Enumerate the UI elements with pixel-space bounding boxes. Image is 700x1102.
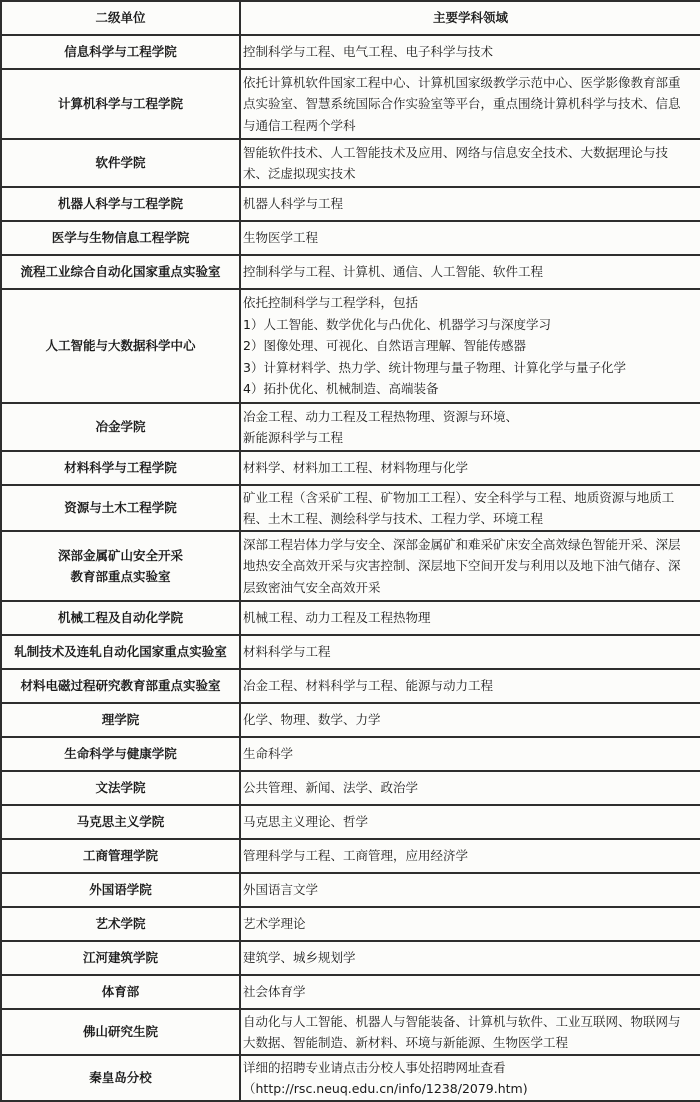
field-line: 外国语言文学 bbox=[243, 882, 319, 898]
unit-name: 人工智能与大数据科学中心 bbox=[45, 338, 196, 354]
unit-name: 信息科学与工程学院 bbox=[64, 44, 177, 60]
field-line: 自动化与人工智能、机器人与智能装备、计算机与软件、工业互联网、物联网与 bbox=[243, 1013, 681, 1029]
field-line: 详细的招聘专业请点击分校人事处招聘网址查看 bbox=[243, 1059, 506, 1075]
table-row bbox=[1, 1009, 700, 1055]
table-row bbox=[1, 403, 700, 451]
table-row bbox=[1, 771, 700, 805]
header-field: 主要学科领域 bbox=[240, 1, 700, 35]
unit-cell bbox=[1, 485, 240, 531]
table-row bbox=[1, 187, 700, 221]
unit-name: 机械工程及自动化学院 bbox=[57, 610, 183, 626]
field-cell bbox=[240, 771, 700, 805]
unit-name: 流程工业综合自动化国家重点实验室 bbox=[20, 264, 221, 280]
unit-name: 教育部重点实验室 bbox=[70, 569, 171, 584]
field-line: 控制科学与工程、计算机、通信、人工智能、软件工程 bbox=[243, 264, 544, 280]
table-row bbox=[1, 485, 700, 531]
field-line: 冶金工程、材料科学与工程、能源与动力工程 bbox=[243, 678, 494, 694]
table-row bbox=[1, 873, 700, 907]
unit-name: 马克思主义学院 bbox=[76, 814, 165, 830]
field-line: 建筑学、城乡规划学 bbox=[243, 950, 356, 966]
field-line: 深部工程岩体力学与安全、深部金属矿和难采矿床安全高效绿色智能开采、深层 bbox=[243, 536, 681, 552]
field-cell bbox=[240, 35, 700, 69]
unit-name: 佛山研究生院 bbox=[82, 1024, 158, 1040]
field-cell bbox=[240, 1009, 700, 1055]
field-line: 材料科学与工程 bbox=[243, 644, 331, 660]
table-row bbox=[1, 941, 700, 975]
unit-cell bbox=[1, 187, 240, 221]
unit-cell bbox=[1, 1055, 240, 1101]
field-line: 智能软件技术、人工智能技术及应用、网络与信息安全技术、大数据理论与技 bbox=[243, 144, 669, 160]
unit-name: 外国语学院 bbox=[89, 882, 152, 898]
table-row bbox=[1, 221, 700, 255]
field-cell bbox=[240, 139, 700, 187]
field-line: 1）人工智能、数学优化与凸优化、机器学习与深度学习 bbox=[243, 316, 551, 332]
field-cell bbox=[240, 873, 700, 907]
unit-cell bbox=[1, 139, 240, 187]
field-cell bbox=[240, 221, 700, 255]
table-row bbox=[1, 69, 700, 139]
field-line: 依托控制科学与工程学科，包括 bbox=[243, 295, 419, 311]
unit-name: 软件学院 bbox=[95, 155, 146, 171]
field-cell bbox=[240, 485, 700, 531]
field-line: 层致密油气安全高效开采 bbox=[243, 579, 381, 595]
field-line: 地热安全高效开采与灾害控制、深层地下空间开发与利用以及地下油气储存、深 bbox=[243, 558, 681, 574]
unit-name: 工商管理学院 bbox=[82, 848, 158, 864]
unit-name: 轧制技术及连轧自动化国家重点实验室 bbox=[14, 644, 227, 660]
unit-cell bbox=[1, 451, 240, 485]
field-cell bbox=[240, 531, 700, 601]
field-line: 3）计算材料学、热力学、统计物理与量子物理、计算化学与量子化学 bbox=[243, 359, 626, 375]
field-cell bbox=[240, 805, 700, 839]
unit-name: 材料电磁过程研究教育部重点实验室 bbox=[20, 678, 221, 694]
unit-cell bbox=[1, 601, 240, 635]
field-cell bbox=[240, 255, 700, 289]
field-cell bbox=[240, 69, 700, 139]
unit-cell bbox=[1, 873, 240, 907]
field-line: 公共管理、新闻、法学、政治学 bbox=[243, 780, 419, 796]
field-line: 程、土木工程、测绘科学与技术、工程力学、环境工程 bbox=[243, 511, 544, 526]
field-line: 冶金工程、动力工程及工程热物理、资源与环境、 bbox=[243, 408, 519, 424]
field-line: 控制科学与工程、电气工程、电子科学与技术 bbox=[243, 44, 494, 60]
unit-cell bbox=[1, 703, 240, 737]
unit-name: 机器人科学与工程学院 bbox=[57, 196, 183, 212]
field-cell bbox=[240, 975, 700, 1009]
unit-name: 秦皇岛分校 bbox=[89, 1070, 152, 1086]
unit-cell bbox=[1, 403, 240, 451]
field-line: 生物医学工程 bbox=[243, 230, 319, 246]
field-line: 与通信工程两个学科 bbox=[243, 117, 356, 133]
table-row bbox=[1, 669, 700, 703]
unit-cell bbox=[1, 531, 240, 601]
unit-name: 计算机科学与工程学院 bbox=[57, 96, 183, 112]
unit-cell bbox=[1, 771, 240, 805]
unit-cell bbox=[1, 975, 240, 1009]
field-cell bbox=[240, 187, 700, 221]
unit-cell bbox=[1, 907, 240, 941]
field-cell bbox=[240, 289, 700, 403]
unit-cell bbox=[1, 635, 240, 669]
field-line: 矿业工程（含采矿工程、矿物加工工程）、安全科学与工程、地质资源与地质工 bbox=[243, 489, 675, 505]
unit-cell bbox=[1, 255, 240, 289]
unit-cell bbox=[1, 839, 240, 873]
unit-cell bbox=[1, 221, 240, 255]
field-line: 生命科学 bbox=[243, 746, 294, 762]
unit-cell bbox=[1, 289, 240, 403]
table-row bbox=[1, 531, 700, 601]
field-line: 2）图像处理、可视化、自然语言理解、智能传感器 bbox=[243, 338, 526, 354]
table-row bbox=[1, 975, 700, 1009]
field-cell bbox=[240, 669, 700, 703]
unit-cell bbox=[1, 69, 240, 139]
field-line: 新能源科学与工程 bbox=[243, 430, 344, 445]
unit-name: 体育部 bbox=[101, 984, 140, 1000]
field-line: 4）拓扑优化、机械制造、高端装备 bbox=[243, 381, 439, 397]
field-line: 依托计算机软件国家工程中心、计算机国家级教学示范中心、医学影像教育部重 bbox=[243, 74, 681, 90]
unit-name: 冶金学院 bbox=[95, 419, 146, 435]
unit-name: 生命科学与健康学院 bbox=[64, 746, 177, 762]
table-row bbox=[1, 601, 700, 635]
field-line: 材料学、材料加工工程、材料物理与化学 bbox=[243, 460, 469, 476]
table-row bbox=[1, 737, 700, 771]
header-unit: 二级单位 bbox=[1, 1, 240, 35]
table-row bbox=[1, 289, 700, 403]
unit-cell bbox=[1, 805, 240, 839]
table-body bbox=[1, 35, 700, 1101]
table-row bbox=[1, 805, 700, 839]
unit-name: 理学院 bbox=[101, 712, 140, 728]
table-row bbox=[1, 635, 700, 669]
field-cell bbox=[240, 403, 700, 451]
field-line: 点实验室、智慧系统国际合作实验室等平台，重点围绕计算机科学与技术、信息 bbox=[243, 96, 681, 112]
field-line: 社会体育学 bbox=[243, 984, 306, 1000]
table-row bbox=[1, 139, 700, 187]
field-cell bbox=[240, 703, 700, 737]
field-cell bbox=[240, 907, 700, 941]
field-line: 术、泛虚拟现实技术 bbox=[243, 166, 356, 181]
table-row bbox=[1, 703, 700, 737]
unit-name: 资源与土木工程学院 bbox=[64, 500, 177, 516]
unit-name: 文法学院 bbox=[95, 780, 146, 796]
field-cell bbox=[240, 941, 700, 975]
field-line: 大数据、智能制造、新材料、环境与新能源、生物医学工程 bbox=[243, 1035, 569, 1050]
field-cell bbox=[240, 451, 700, 485]
unit-name: 江河建筑学院 bbox=[82, 950, 158, 966]
field-cell bbox=[240, 601, 700, 635]
table-row bbox=[1, 35, 700, 69]
field-line: 管理科学与工程、工商管理，应用经济学 bbox=[243, 848, 469, 864]
field-line: 机器人科学与工程 bbox=[243, 196, 344, 212]
field-line: （http://rsc.neuq.edu.cn/info/1238/2079.htm) bbox=[243, 1081, 528, 1096]
table-row bbox=[1, 451, 700, 485]
field-line: 机械工程、动力工程及工程热物理 bbox=[243, 610, 431, 626]
unit-cell bbox=[1, 737, 240, 771]
unit-name: 材料科学与工程学院 bbox=[64, 460, 177, 476]
unit-name: 医学与生物信息工程学院 bbox=[51, 230, 190, 246]
unit-cell bbox=[1, 35, 240, 69]
field-cell bbox=[240, 737, 700, 771]
unit-cell bbox=[1, 1009, 240, 1055]
field-line: 马克思主义理论、哲学 bbox=[243, 814, 369, 830]
table-row bbox=[1, 839, 700, 873]
unit-cell bbox=[1, 941, 240, 975]
table-row bbox=[1, 255, 700, 289]
field-line: 化学、物理、数学、力学 bbox=[243, 712, 381, 728]
unit-cell bbox=[1, 669, 240, 703]
field-line: 艺术学理论 bbox=[243, 916, 306, 932]
field-cell bbox=[240, 635, 700, 669]
unit-name: 艺术学院 bbox=[95, 916, 146, 932]
table-row bbox=[1, 1055, 700, 1101]
field-cell bbox=[240, 839, 700, 873]
unit-name: 深部金属矿山安全开采 bbox=[57, 547, 183, 563]
field-cell bbox=[240, 1055, 700, 1101]
table-row bbox=[1, 907, 700, 941]
table-header-row bbox=[1, 1, 700, 35]
